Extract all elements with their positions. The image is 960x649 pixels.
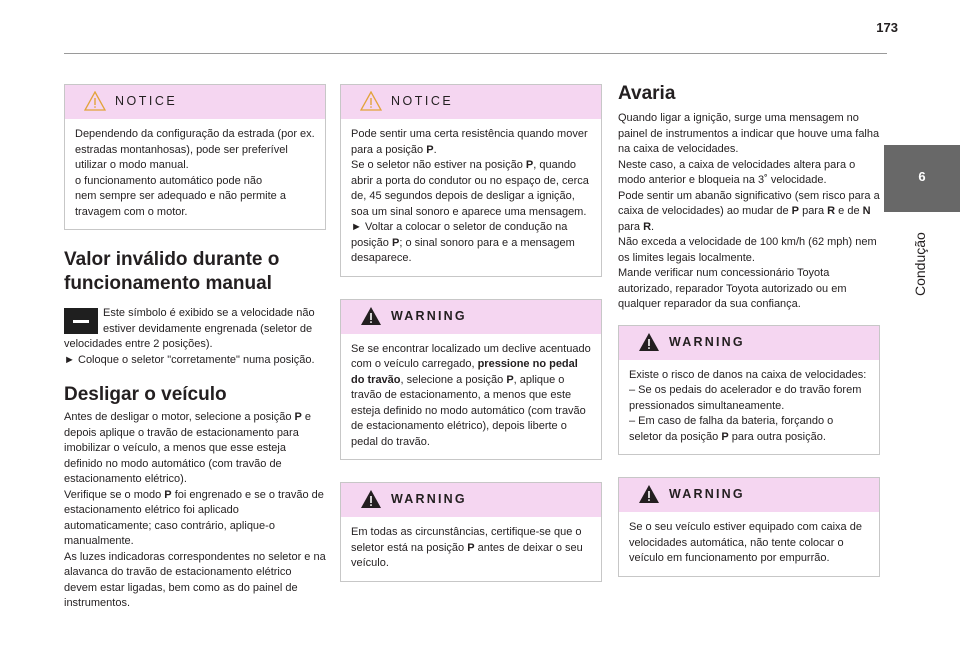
notice-text: Dependendo da configuração da estrada (por ex. estradas montanhosas), pode ser preferível utilizar o modo manual. o funcionamento automático pode não nem sempre ser adequado e não permite a travagem com o motor. xyxy=(75,128,315,218)
fault-text xyxy=(618,111,880,313)
warning-triangle-icon xyxy=(360,306,382,326)
gear-fault-icon xyxy=(64,308,98,334)
notice-label: NOTICE xyxy=(115,94,178,108)
chapter-title: Condução xyxy=(912,232,928,296)
warning-header-4 xyxy=(619,478,879,512)
notice2-l3-rest: ; o sinal sonoro para e a mensagem desaparece. xyxy=(351,236,575,264)
warning-header-3 xyxy=(619,326,879,360)
switch-off-p1: Antes de desligar o motor, selecione a posição xyxy=(64,411,295,423)
warning-header-1 xyxy=(341,300,601,334)
warning1-a: Se se encontrar localizado um declive acentuado com o veículo carregado, xyxy=(351,342,591,370)
switch-off-p2-bold: P xyxy=(164,488,172,501)
warning-label-1: WARNING xyxy=(391,308,467,323)
fault-p3-e: e de xyxy=(835,205,863,217)
notice-header-2 xyxy=(341,85,601,119)
warning-text-4: Se o seu veículo estiver equipado com caixa de velocidades automática, não tente colocar o veículo em funcionamento por empurrão. xyxy=(629,521,862,564)
column-2 xyxy=(340,84,602,604)
switch-off-p1-bold: P xyxy=(294,411,302,423)
warning2-bold: P xyxy=(467,541,475,554)
fault-p5: Mande verificar num concessionário Toyota autorizado, reparador Toyota autorizado ou em qualquer reparador da sua confiança. xyxy=(618,267,847,310)
notice-triangle-icon xyxy=(360,91,382,111)
warning-box-1 xyxy=(340,299,602,461)
warning-text-3 xyxy=(619,360,879,455)
section-title-invalid-value: Valor inválido durante o funcionamento manual xyxy=(64,249,280,294)
fault-p3: Pode sentir um abanão significativo (sem risco para a caixa de velocidades) ao mudar de xyxy=(618,189,880,217)
warning-triangle-icon xyxy=(638,332,660,352)
notice2-l1-end: . xyxy=(433,143,437,156)
fault-p3-g: para xyxy=(618,220,644,233)
bullet-arrow-icon: ► xyxy=(351,221,362,233)
section-title-switch-off: Desligar o veículo xyxy=(64,384,227,405)
fault-p1: Quando ligar a ignição, surge uma mensagem no painel de instrumentos a indicar que houve uma falha na caixa de velocidades. xyxy=(618,112,880,155)
notice-text-2 xyxy=(341,119,601,276)
fault-p3-p: P xyxy=(791,205,800,217)
warning-box-2 xyxy=(340,482,602,582)
notice2-l1-bold: P xyxy=(426,143,434,156)
fault-p3-c: para xyxy=(799,205,828,217)
column-3 xyxy=(618,82,880,599)
fault-p3-r: R xyxy=(827,205,836,217)
notice2-l3: Voltar a colocar o seletor de condução na posição xyxy=(351,221,568,249)
switch-off-p2-rest: foi engrenado e se o travão de estacionamento elétrico foi aplicado automaticamente; caso contrário, aplique-o manualmente. xyxy=(64,488,324,547)
fault-p4: Não exceda a velocidade de 100 km/h (62 mph) nem os limites legais localmente. xyxy=(618,236,877,264)
fault-p3-n: N xyxy=(862,205,871,217)
warning1-bold: pressione no pedal do travão xyxy=(351,358,578,386)
warning1-e: , aplique o travão de estacionamento, a menos que este esteja definido no modo automático (com travão de estacionamento elétrico), depois liberte o pedal do travão. xyxy=(351,373,586,448)
warning3-l3-rest: para outra posição. xyxy=(728,430,826,443)
page-number: 173 xyxy=(876,20,898,35)
fault-p3-i: . xyxy=(651,220,655,233)
notice-triangle-icon xyxy=(84,91,106,111)
notice2-l2: Se o seletor não estiver na posição xyxy=(351,159,526,171)
fault-p2: Neste caso, a caixa de velocidades altera para o modo anterior e bloqueia na 3˚ velocidade. xyxy=(618,158,856,186)
notice2-l3-bold: P xyxy=(391,236,400,249)
switch-off-p2: Verifique se o modo xyxy=(64,488,165,501)
invalid-value-text xyxy=(64,306,326,368)
header-rule xyxy=(64,53,887,54)
warning3-l2: – Se os pedais do acelerador e do travão forem pressionados simultaneamente. xyxy=(629,384,862,412)
warning-label-4: WARNING xyxy=(669,487,745,501)
notice-box xyxy=(64,84,326,230)
warning-box-4 xyxy=(618,477,880,577)
notice-label-2: NOTICE xyxy=(391,94,454,108)
switch-off-p1-rest: e depois aplique o travão de estacionamento para imobilizar o veículo, a menos que esse esteja definido no modo automático (com travão de estacionamento elétrico). xyxy=(64,411,312,485)
warning-triangle-icon xyxy=(638,484,660,504)
warning3-l3-bold: P xyxy=(721,430,729,443)
notice-box-2 xyxy=(340,84,602,277)
warning-label-2: WARNING xyxy=(391,492,467,506)
chapter-number: 6 xyxy=(918,169,926,184)
section-title-fault: Avaria xyxy=(618,83,676,104)
warning2-a: Em todas as circunstâncias, certifique-se que o seletor está na posição xyxy=(351,526,582,554)
switch-off-p3: As luzes indicadoras correspondentes no seletor e na alavanca do travão de estacionamento elétrico devem estar ligadas, bem como as do painel de instrumentos. xyxy=(64,550,326,609)
invalid-value-paragraph: Este símbolo é exibido se a velocidade não estiver devidamente engrenada (seletor de velocidades entre 2 posições). xyxy=(64,307,315,350)
fault-p3-r2: R xyxy=(643,220,652,233)
notice-header xyxy=(65,85,325,119)
notice2-l2-rest: , quando abrir a porta do condutor ou no espaço de, cerca de, 45 segundos depois de desligar a ignição, soa um sinal sonoro e aparece uma mensagem. xyxy=(351,159,589,218)
warning-text-2 xyxy=(341,517,601,581)
notice2-l2-bold: P xyxy=(525,159,534,171)
warning1-d: P xyxy=(506,373,514,386)
invalid-value-bullet: Coloque o seletor "corretamente" numa posição. xyxy=(78,353,315,366)
warning3-l3: – Em caso de falha da bateria, forçando o seletor da posição xyxy=(629,415,834,443)
notice2-l1: Pode sentir uma certa resistência quando mover para a posição xyxy=(351,128,588,156)
warning-triangle-icon xyxy=(360,489,382,509)
warning-label-3: WARNING xyxy=(669,334,745,349)
warning2-c: antes de deixar o seu veículo. xyxy=(351,541,583,569)
warning-header-2 xyxy=(341,483,601,517)
warning3-l1: Existe o risco de danos na caixa de velocidades: xyxy=(629,368,867,381)
warning-box-3 xyxy=(618,325,880,456)
chapter-tab[interactable] xyxy=(884,145,960,212)
bullet-arrow-icon: ► xyxy=(64,353,75,366)
switch-off-text xyxy=(64,410,326,612)
column-1 xyxy=(64,84,326,612)
warning1-c: , selecione a posição xyxy=(400,373,507,386)
warning-text-1 xyxy=(341,334,601,460)
